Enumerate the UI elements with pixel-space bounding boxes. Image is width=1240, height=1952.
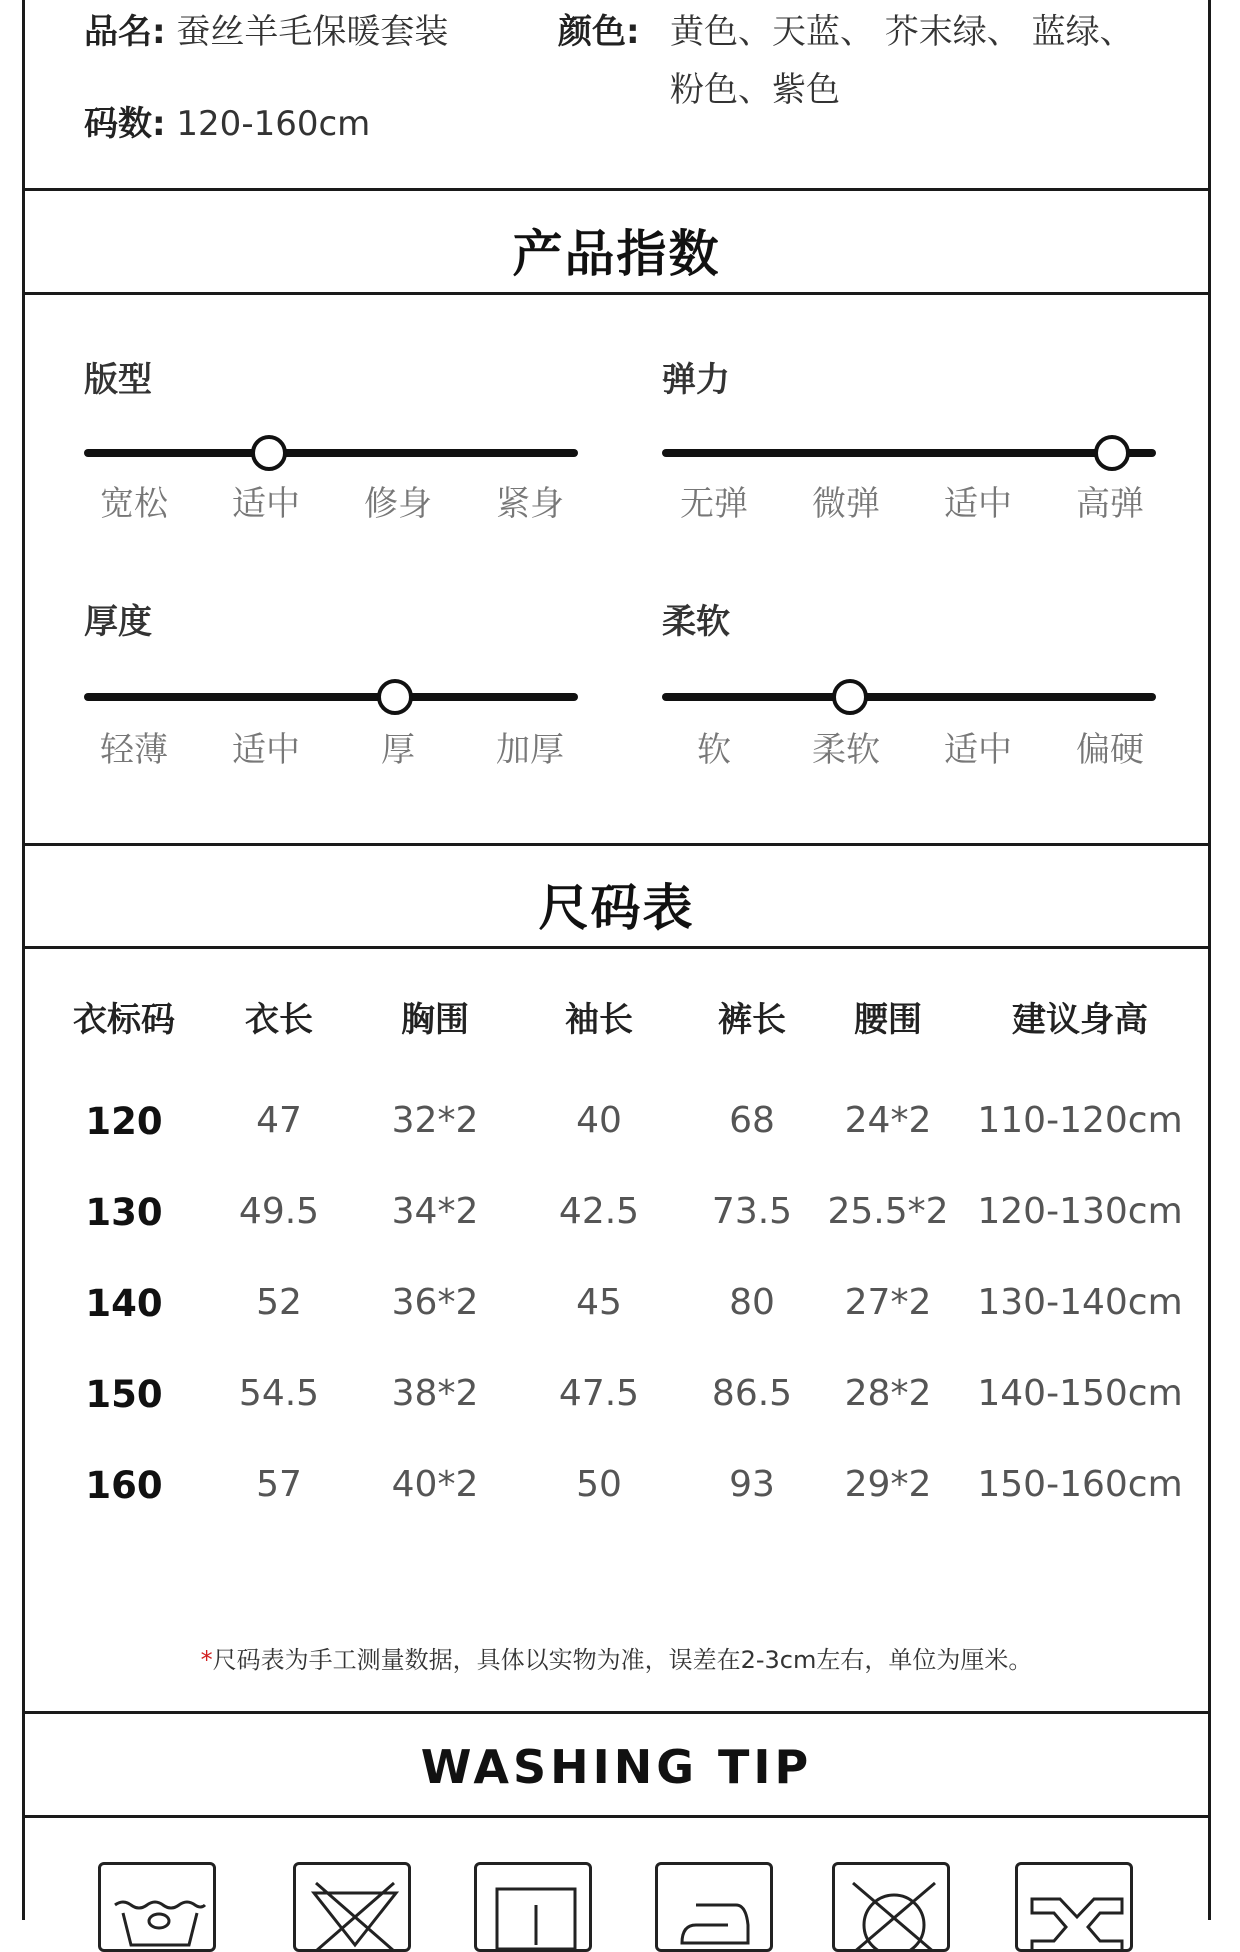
table-cell: 28*2 (844, 1373, 932, 1414)
slider-tick-label: 适中 (944, 484, 1012, 524)
table-cell: 68 (729, 1100, 775, 1141)
slider-tick-label: 高弹 (1076, 484, 1144, 524)
slider-tick-label: 偏硬 (1076, 730, 1144, 770)
divider (22, 843, 1211, 846)
table-row-size: 160 (85, 1464, 163, 1507)
table-cell: 36*2 (391, 1282, 479, 1323)
table-header-cell: 裤长 (718, 1000, 786, 1040)
table-cell: 40 (576, 1100, 622, 1141)
table-cell: 34*2 (391, 1191, 479, 1232)
note-text: 尺码表为手工测量数据，具体以实物为准，误差在2-3cm左右，单位为厘米。 (212, 1646, 1033, 1674)
table-cell: 73.5 (711, 1191, 793, 1232)
table-header-cell: 建议身高 (1012, 1000, 1148, 1040)
slider-knob (251, 435, 287, 471)
table-cell: 29*2 (844, 1464, 932, 1505)
product-size-label: 码数: (84, 104, 166, 144)
slider-tick-label: 宽松 (100, 484, 168, 524)
table-header-cell: 袖长 (565, 1000, 633, 1040)
index-label: 柔软 (662, 602, 730, 642)
table-cell: 42.5 (558, 1191, 640, 1232)
slider-knob (1094, 435, 1130, 471)
product-size-value: 120-160cm (176, 104, 371, 144)
table-row-size: 140 (85, 1282, 163, 1325)
index-label: 弹力 (662, 360, 730, 400)
slider-tick-label: 厚 (381, 730, 415, 770)
size-section-title: 尺码表 (538, 879, 695, 937)
table-cell: 40*2 (391, 1464, 479, 1505)
table-cell: 38*2 (391, 1373, 479, 1414)
slider-tick-label: 微弹 (812, 484, 880, 524)
table-cell: 45 (576, 1282, 622, 1323)
dry-clean-icon (1015, 1862, 1133, 1952)
table-cell: 54.5 (238, 1373, 320, 1414)
slider-knob (832, 679, 868, 715)
hand-wash-icon (98, 1862, 216, 1952)
table-cell: 24*2 (844, 1100, 932, 1141)
slider-track (662, 449, 1156, 457)
index-label: 版型 (84, 360, 152, 400)
line-dry-icon (474, 1862, 592, 1952)
iron-icon (655, 1862, 773, 1952)
table-cell: 80 (729, 1282, 775, 1323)
slider-tick-label: 适中 (944, 730, 1012, 770)
table-cell: 110-120cm (977, 1100, 1183, 1141)
slider-knob (377, 679, 413, 715)
slider-tick-label: 软 (697, 730, 731, 770)
no-tumble-dry-icon (832, 1862, 950, 1952)
table-cell: 130-140cm (977, 1282, 1183, 1323)
note-star: * (200, 1646, 213, 1674)
slider-tick-label: 适中 (232, 730, 300, 770)
product-color-value (670, 12, 1190, 110)
slider-tick-label: 柔软 (812, 730, 880, 770)
divider (22, 292, 1211, 295)
table-header-cell: 衣长 (245, 1000, 313, 1040)
table-cell: 50 (576, 1464, 622, 1505)
size-note (22, 1640, 1211, 1675)
table-cell: 47 (256, 1100, 302, 1141)
table-cell: 86.5 (711, 1373, 793, 1414)
divider (22, 946, 1211, 949)
product-name-value: 蚕丝羊毛保暖套装 (176, 12, 449, 52)
product-color-label-wrap (558, 12, 640, 52)
product-color-label: 颜色: (558, 12, 640, 52)
table-cell: 150-160cm (977, 1464, 1183, 1505)
table-cell: 47.5 (558, 1373, 640, 1414)
table-cell: 32*2 (391, 1100, 479, 1141)
table-cell: 27*2 (844, 1282, 932, 1323)
table-row-size: 120 (85, 1100, 163, 1143)
slider-track (662, 693, 1156, 701)
product-name-row (84, 12, 448, 52)
washing-title: WASHING TIP (420, 1740, 813, 1794)
table-cell: 140-150cm (977, 1373, 1183, 1414)
table-cell: 49.5 (238, 1191, 320, 1232)
slider-tick-label: 适中 (232, 484, 300, 524)
index-label: 厚度 (84, 602, 152, 642)
table-header-cell: 胸围 (401, 1000, 469, 1040)
slider-tick-label: 修身 (364, 484, 432, 524)
table-row-size: 130 (85, 1191, 163, 1234)
table-cell: 57 (256, 1464, 302, 1505)
color-line-1: 黄色、天蓝、 芥末绿、 蓝绿、 (670, 12, 1134, 52)
slider-tick-label: 无弹 (680, 484, 748, 524)
divider (22, 1815, 1211, 1818)
no-bleach-icon (293, 1862, 411, 1952)
color-line-2: 粉色、紫色 (670, 70, 840, 110)
page-frame (22, 0, 1211, 1920)
table-header-cell: 腰围 (854, 1000, 922, 1040)
product-name-label: 品名: (84, 12, 166, 52)
slider-tick-label: 紧身 (496, 484, 564, 524)
table-cell: 93 (729, 1464, 775, 1505)
table-row-size: 150 (85, 1373, 163, 1416)
divider (22, 188, 1211, 191)
product-size-row (84, 104, 370, 144)
slider-tick-label: 轻薄 (100, 730, 168, 770)
divider (22, 1711, 1211, 1714)
table-cell: 25.5*2 (827, 1191, 949, 1232)
slider-tick-label: 加厚 (496, 730, 564, 770)
table-header-cell: 衣标码 (73, 1000, 175, 1040)
index-section-title: 产品指数 (512, 225, 721, 283)
table-cell: 120-130cm (977, 1191, 1183, 1232)
table-cell: 52 (256, 1282, 302, 1323)
slider-track (84, 449, 578, 457)
slider-track (84, 693, 578, 701)
